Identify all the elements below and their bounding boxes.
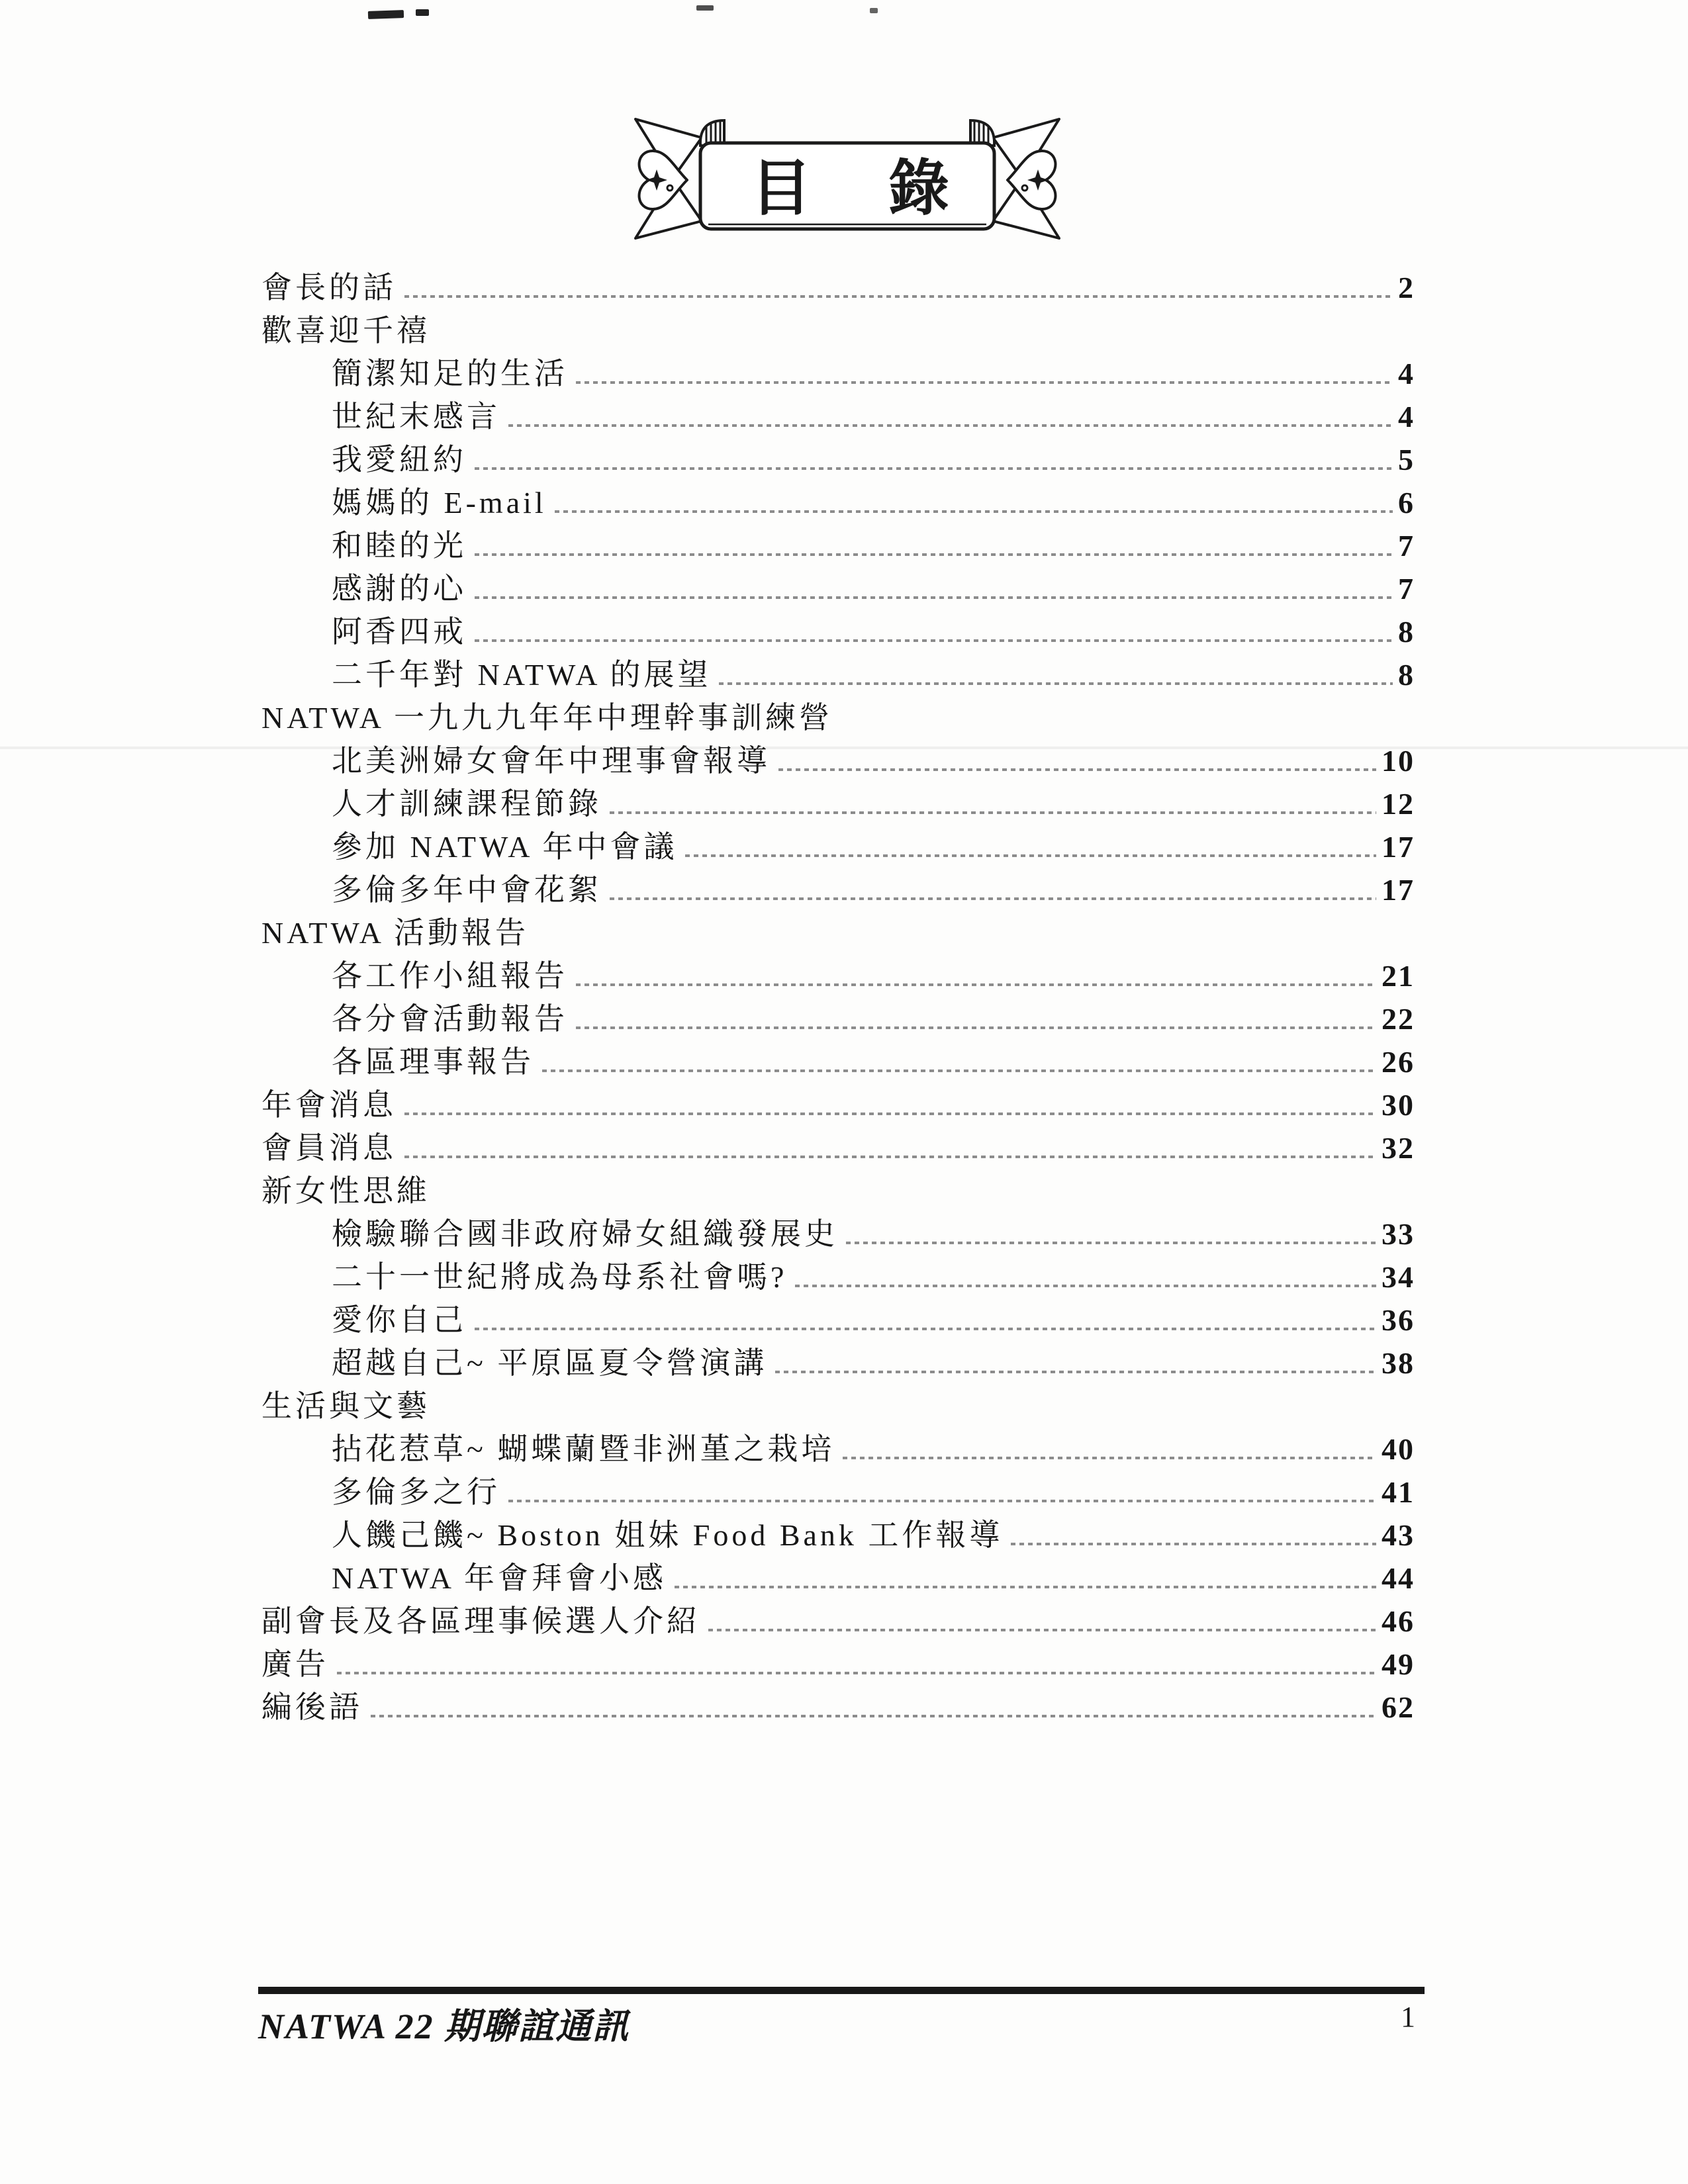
page-number: 1 bbox=[1401, 2001, 1415, 2033]
scan-artifact bbox=[368, 10, 404, 19]
toc-entry bbox=[261, 911, 1415, 954]
toc-entry-label: 廣告 bbox=[261, 1647, 329, 1681]
toc-entry bbox=[261, 1600, 1415, 1643]
scan-artifact bbox=[696, 5, 714, 11]
toc-entry bbox=[261, 610, 1415, 653]
toc-entry bbox=[261, 395, 1415, 438]
toc-entry-page: 38 bbox=[1382, 1346, 1415, 1380]
toc-entry-page: 43 bbox=[1382, 1518, 1415, 1552]
toc-leader-dots bbox=[576, 983, 1376, 986]
banner-title-right-char: 錄 bbox=[888, 155, 950, 222]
toc-entry-label: 會長的話 bbox=[261, 271, 397, 304]
toc-leader-dots bbox=[475, 596, 1393, 599]
toc-entry-label: 多倫多年中會花絮 bbox=[332, 873, 602, 907]
toc-entry-label: 拈花惹草~ 蝴蝶蘭暨非洲堇之栽培 bbox=[332, 1432, 835, 1466]
toc-entry-page: 36 bbox=[1382, 1303, 1415, 1337]
toc-entry-page: 34 bbox=[1382, 1260, 1415, 1294]
toc-entry-label: NATWA 活動報告 bbox=[261, 916, 529, 950]
toc-entry-label: 各區理事報告 bbox=[332, 1045, 534, 1079]
banner-title-left-char: 目 bbox=[750, 155, 812, 222]
toc-entry bbox=[261, 1557, 1415, 1600]
toc-entry bbox=[261, 438, 1415, 481]
toc-leader-dots bbox=[508, 1500, 1376, 1502]
toc-entry bbox=[261, 481, 1415, 524]
toc-entry-page: 12 bbox=[1382, 787, 1415, 821]
toc-entry-page: 7 bbox=[1398, 572, 1415, 606]
toc-leader-dots bbox=[778, 768, 1376, 771]
toc-entry bbox=[261, 524, 1415, 567]
toc-entry-page: 17 bbox=[1382, 830, 1415, 864]
toc-entry bbox=[261, 1169, 1415, 1212]
publication-title: NATWA 22 期聯誼通訊 bbox=[258, 2007, 630, 2046]
toc-entry bbox=[261, 868, 1415, 911]
toc-leader-dots bbox=[371, 1715, 1376, 1717]
toc-leader-dots bbox=[610, 811, 1376, 814]
toc-entry-label: 愛你自己 bbox=[332, 1303, 467, 1337]
toc-leader-dots bbox=[576, 1026, 1376, 1029]
toc-entry-page: 62 bbox=[1382, 1690, 1415, 1724]
toc-entry-page: 22 bbox=[1382, 1002, 1415, 1036]
toc-entry-page: 7 bbox=[1398, 529, 1415, 563]
toc-leader-dots bbox=[675, 1586, 1376, 1588]
toc-entry bbox=[261, 1040, 1415, 1083]
toc-leader-dots bbox=[610, 897, 1376, 900]
toc-entry-label: 編後語 bbox=[261, 1690, 363, 1724]
toc-entry bbox=[261, 1298, 1415, 1342]
toc-entry-label: 世紀末感言 bbox=[332, 400, 500, 433]
toc-entry-label: 年會消息 bbox=[261, 1088, 397, 1122]
toc-leader-dots bbox=[795, 1285, 1376, 1287]
toc-entry-page: 5 bbox=[1398, 443, 1415, 477]
toc-leader-dots bbox=[475, 1328, 1376, 1330]
toc-entry bbox=[261, 1643, 1415, 1686]
toc-entry-label: NATWA 一九九九年年中理幹事訓練營 bbox=[261, 701, 833, 735]
toc-entry-label: 生活與文藝 bbox=[261, 1389, 430, 1423]
toc-entry-label: 副會長及各區理事候選人介紹 bbox=[261, 1604, 700, 1638]
toc-leader-dots bbox=[576, 381, 1393, 384]
toc-entry-label: 媽媽的 E-mail bbox=[332, 486, 547, 520]
toc-entry-label: 參加 NATWA 年中會議 bbox=[332, 830, 678, 864]
toc-entry-page: 44 bbox=[1382, 1561, 1415, 1595]
toc-entry-page: 2 bbox=[1398, 271, 1415, 304]
toc-entry bbox=[261, 1686, 1415, 1729]
toc-entry bbox=[261, 567, 1415, 610]
toc-entry-page: 10 bbox=[1382, 744, 1415, 778]
toc-entry bbox=[261, 1385, 1415, 1428]
toc-entry bbox=[261, 1471, 1415, 1514]
toc-entry-page: 49 bbox=[1382, 1647, 1415, 1681]
toc-leader-dots bbox=[337, 1672, 1376, 1674]
toc-entry bbox=[261, 1212, 1415, 1255]
toc-leader-dots bbox=[719, 682, 1393, 685]
toc-leader-dots bbox=[475, 467, 1393, 470]
ribbon-banner-icon bbox=[619, 106, 1076, 248]
toc-entry bbox=[261, 825, 1415, 868]
toc-entry bbox=[261, 782, 1415, 825]
toc-entry-label: 檢驗聯合國非政府婦女組織發展史 bbox=[332, 1217, 838, 1251]
toc-entry-page: 30 bbox=[1382, 1088, 1415, 1122]
toc-entry-label: 各工作小組報告 bbox=[332, 959, 568, 993]
toc-entry-page: 8 bbox=[1398, 615, 1415, 649]
toc-entry-page: 40 bbox=[1382, 1432, 1415, 1466]
toc-leader-dots bbox=[542, 1069, 1376, 1072]
toc-entry-label: 人才訓練課程節錄 bbox=[332, 787, 602, 821]
toc-entry-page: 8 bbox=[1398, 658, 1415, 692]
toc-entry bbox=[261, 1428, 1415, 1471]
toc-entry bbox=[261, 739, 1415, 782]
toc-entry bbox=[261, 1083, 1415, 1126]
toc-entry-label: 二千年對 NATWA 的展望 bbox=[332, 658, 712, 692]
toc-entry-label: 和睦的光 bbox=[332, 529, 467, 563]
toc-entry-label: 阿香四戒 bbox=[332, 615, 467, 649]
toc-entry bbox=[261, 1514, 1415, 1557]
toc-leader-dots bbox=[404, 295, 1393, 298]
toc-entry bbox=[261, 696, 1415, 739]
toc-entry-label: 歡喜迎千禧 bbox=[261, 314, 430, 347]
toc-entry-page: 41 bbox=[1382, 1475, 1415, 1509]
toc-entry-label: 新女性思維 bbox=[261, 1174, 430, 1208]
toc-entry-page: 6 bbox=[1398, 486, 1415, 520]
toc-leader-dots bbox=[475, 639, 1393, 642]
toc-leader-dots bbox=[555, 510, 1393, 513]
toc-entry-page: 21 bbox=[1382, 959, 1415, 993]
toc-leader-dots bbox=[508, 424, 1393, 427]
toc-leader-dots bbox=[708, 1629, 1376, 1631]
toc-entry bbox=[261, 1342, 1415, 1385]
toc-entry-label: 超越自己~ 平原區夏令營演講 bbox=[332, 1346, 768, 1380]
toc-entry-page: 4 bbox=[1398, 400, 1415, 433]
toc-entry-page: 4 bbox=[1398, 357, 1415, 390]
toc-entry-label: 各分會活動報告 bbox=[332, 1002, 568, 1036]
toc-leader-dots bbox=[685, 854, 1376, 857]
toc-entry bbox=[261, 997, 1415, 1040]
toc-entry-label: 多倫多之行 bbox=[332, 1475, 500, 1509]
toc-leader-dots bbox=[475, 553, 1393, 556]
toc-entry-page: 32 bbox=[1382, 1131, 1415, 1165]
toc-entry bbox=[261, 1126, 1415, 1169]
toc-banner bbox=[619, 106, 1076, 248]
toc-leader-dots bbox=[404, 1113, 1376, 1115]
toc-entry-label: 簡潔知足的生活 bbox=[332, 357, 568, 390]
scan-artifact bbox=[870, 8, 878, 13]
page-footer bbox=[258, 1987, 1425, 2049]
toc-entry bbox=[261, 1255, 1415, 1298]
toc-entry bbox=[261, 653, 1415, 696]
toc-entry-label: 二十一世紀將成為母系社會嗎? bbox=[332, 1260, 788, 1294]
toc-leader-dots bbox=[775, 1371, 1376, 1373]
toc-entry-label: NATWA 年會拜會小感 bbox=[332, 1561, 667, 1595]
toc-entry-label: 感謝的心 bbox=[332, 572, 467, 606]
toc-leader-dots bbox=[843, 1457, 1376, 1459]
toc-entry bbox=[261, 266, 1415, 309]
toc-entry-page: 33 bbox=[1382, 1217, 1415, 1251]
toc-list bbox=[261, 266, 1415, 1729]
toc-entry bbox=[261, 954, 1415, 997]
toc-leader-dots bbox=[846, 1242, 1376, 1244]
toc-entry-page: 26 bbox=[1382, 1045, 1415, 1079]
toc-entry bbox=[261, 309, 1415, 352]
scan-artifact bbox=[416, 9, 429, 16]
toc-entry-label: 我愛紐約 bbox=[332, 443, 467, 477]
toc-entry-label: 人饑己饑~ Boston 姐妹 Food Bank 工作報導 bbox=[332, 1518, 1004, 1552]
toc-entry-label: 北美洲婦女會年中理事會報導 bbox=[332, 744, 771, 778]
toc-entry-page: 46 bbox=[1382, 1604, 1415, 1638]
toc-entry-page: 17 bbox=[1382, 873, 1415, 907]
toc-leader-dots bbox=[404, 1156, 1376, 1158]
toc-leader-dots bbox=[1011, 1543, 1376, 1545]
toc-entry bbox=[261, 352, 1415, 395]
toc-entry-label: 會員消息 bbox=[261, 1131, 397, 1165]
